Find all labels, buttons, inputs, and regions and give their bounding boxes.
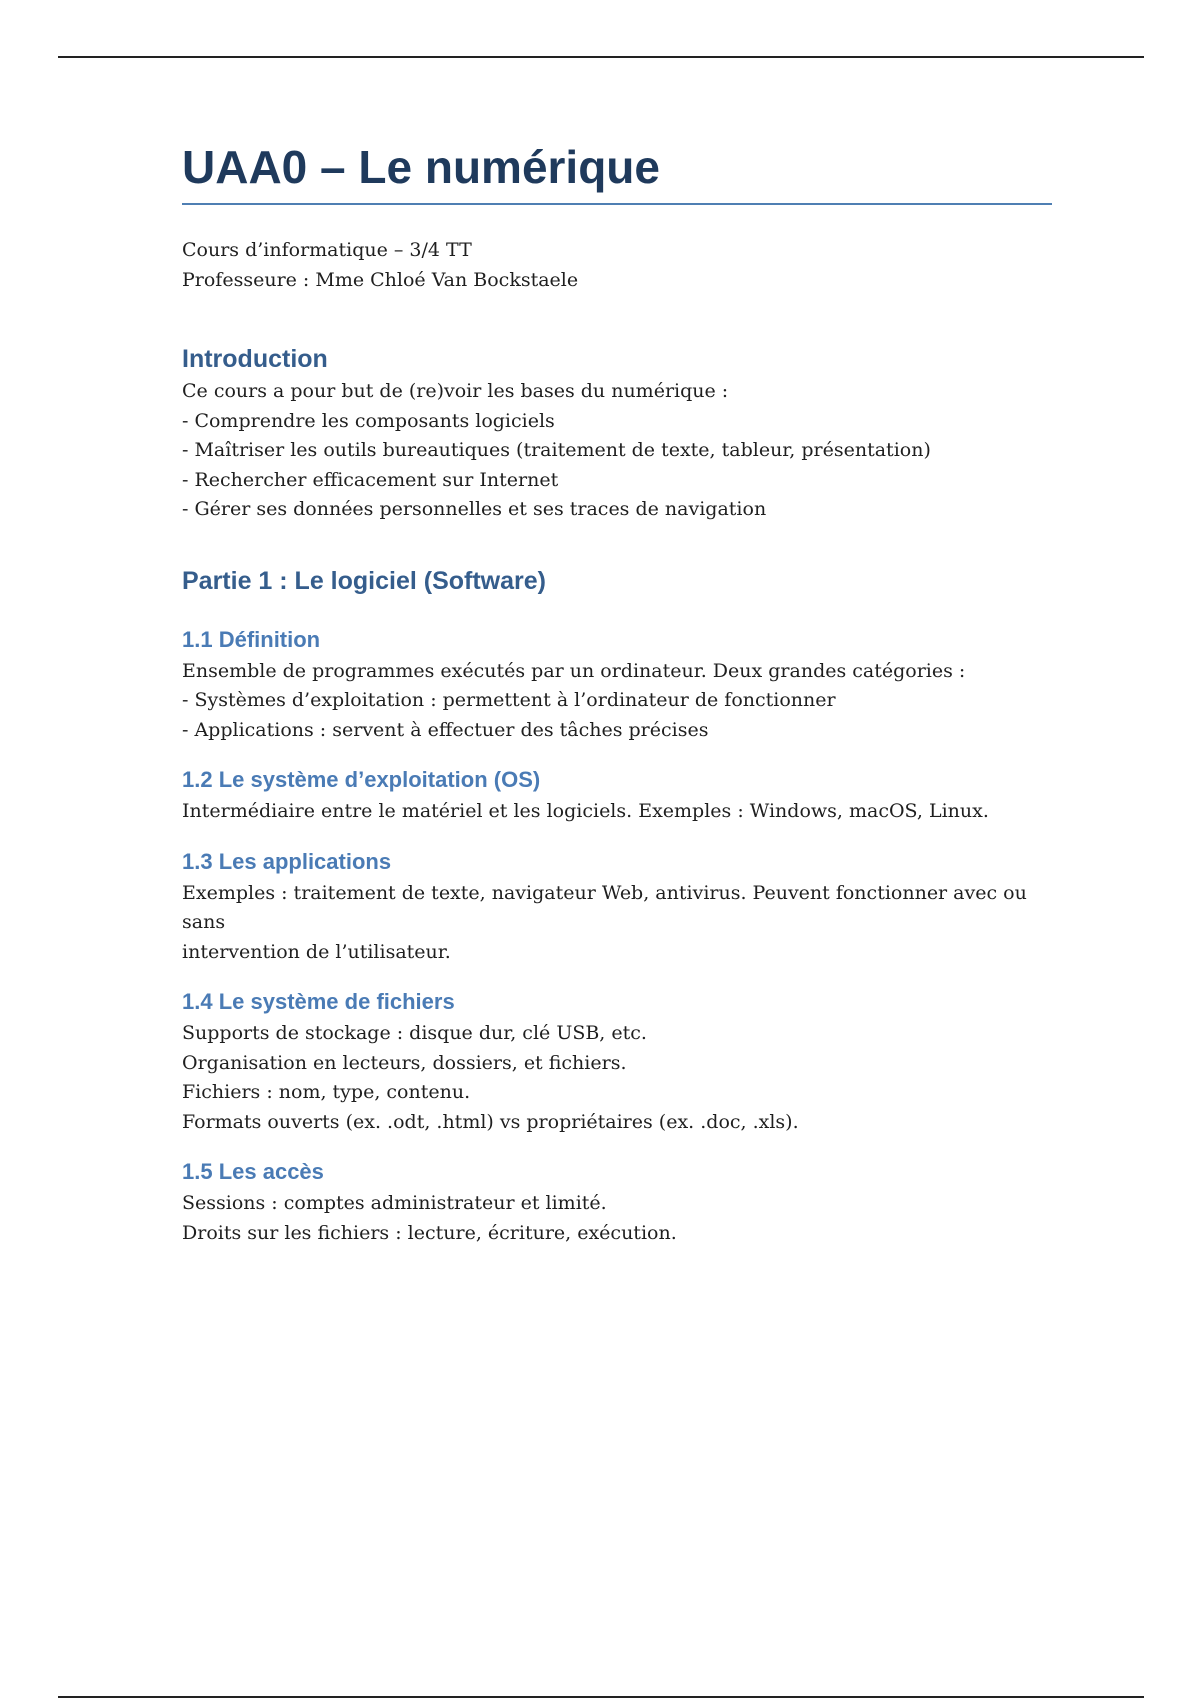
intro-line: Ce cours a pour but de (re)voir les bases du numérique :	[182, 380, 729, 403]
document-title: UAA0 – Le numérique	[182, 140, 1052, 205]
section-1-2-paragraph	[182, 797, 1052, 827]
text-line: Intermédiaire entre le matériel et les logiciels. Exemples : Windows, macOS, Linux.	[182, 800, 989, 823]
text-line: - Applications : servent à effectuer des tâches précises	[182, 718, 709, 741]
introduction-paragraph	[182, 377, 1052, 525]
teacher-line: Professeure : Mme Chloé Van Bockstaele	[182, 269, 579, 292]
text-line: Ensemble de programmes exécutés par un ordinateur. Deux grandes catégories :	[182, 659, 966, 682]
text-line: Exemples : traitement de texte, navigateur Web, antivirus. Peuvent fonctionner avec ou sans	[182, 881, 1027, 934]
text-line: intervention de l’utilisateur.	[182, 940, 451, 963]
section-1-1-heading: 1.1 Définition	[182, 626, 321, 652]
section-1-3-heading: 1.3 Les applications	[182, 848, 392, 874]
text-line: Formats ouverts (ex. .odt, .html) vs propriétaires (ex. .doc, .xls).	[182, 1110, 799, 1133]
document-body	[182, 140, 1052, 1248]
introduction-heading: Introduction	[182, 345, 328, 374]
section-1-5-paragraph	[182, 1189, 1052, 1248]
text-line: Organisation en lecteurs, dossiers, et fichiers.	[182, 1051, 627, 1074]
section-1-4-paragraph	[182, 1019, 1052, 1137]
section-1-2-heading: 1.2 Le système d’exploitation (OS)	[182, 767, 541, 793]
text-line: Fichiers : nom, type, contenu.	[182, 1081, 471, 1104]
section-1-5-heading: 1.5 Les accès	[182, 1159, 324, 1185]
section-1-1-paragraph	[182, 657, 1052, 746]
text-line: Droits sur les fichiers : lecture, écriture, exécution.	[182, 1221, 677, 1244]
page-top-rule	[58, 56, 1144, 58]
text-line: Sessions : comptes administrateur et limité.	[182, 1192, 607, 1215]
intro-bullet: - Maîtriser les outils bureautiques (traitement de texte, tableur, présentation)	[182, 439, 931, 462]
section-1-3-paragraph	[182, 879, 1052, 968]
partie1-heading: Partie 1 : Le logiciel (Software)	[182, 566, 546, 595]
document-meta	[182, 235, 1052, 295]
intro-bullet: - Rechercher efficacement sur Internet	[182, 468, 559, 491]
text-line: - Systèmes d’exploitation : permettent à l’ordinateur de fonctionner	[182, 689, 836, 712]
intro-bullet: - Gérer ses données personnelles et ses traces de navigation	[182, 498, 767, 521]
section-1-4-heading: 1.4 Le système de fichiers	[182, 989, 455, 1015]
page-bottom-rule	[58, 1696, 1144, 1698]
text-line: Supports de stockage : disque dur, clé USB, etc.	[182, 1022, 647, 1045]
course-line: Cours d’informatique – 3/4 TT	[182, 239, 472, 262]
intro-bullet: - Comprendre les composants logiciels	[182, 409, 555, 432]
